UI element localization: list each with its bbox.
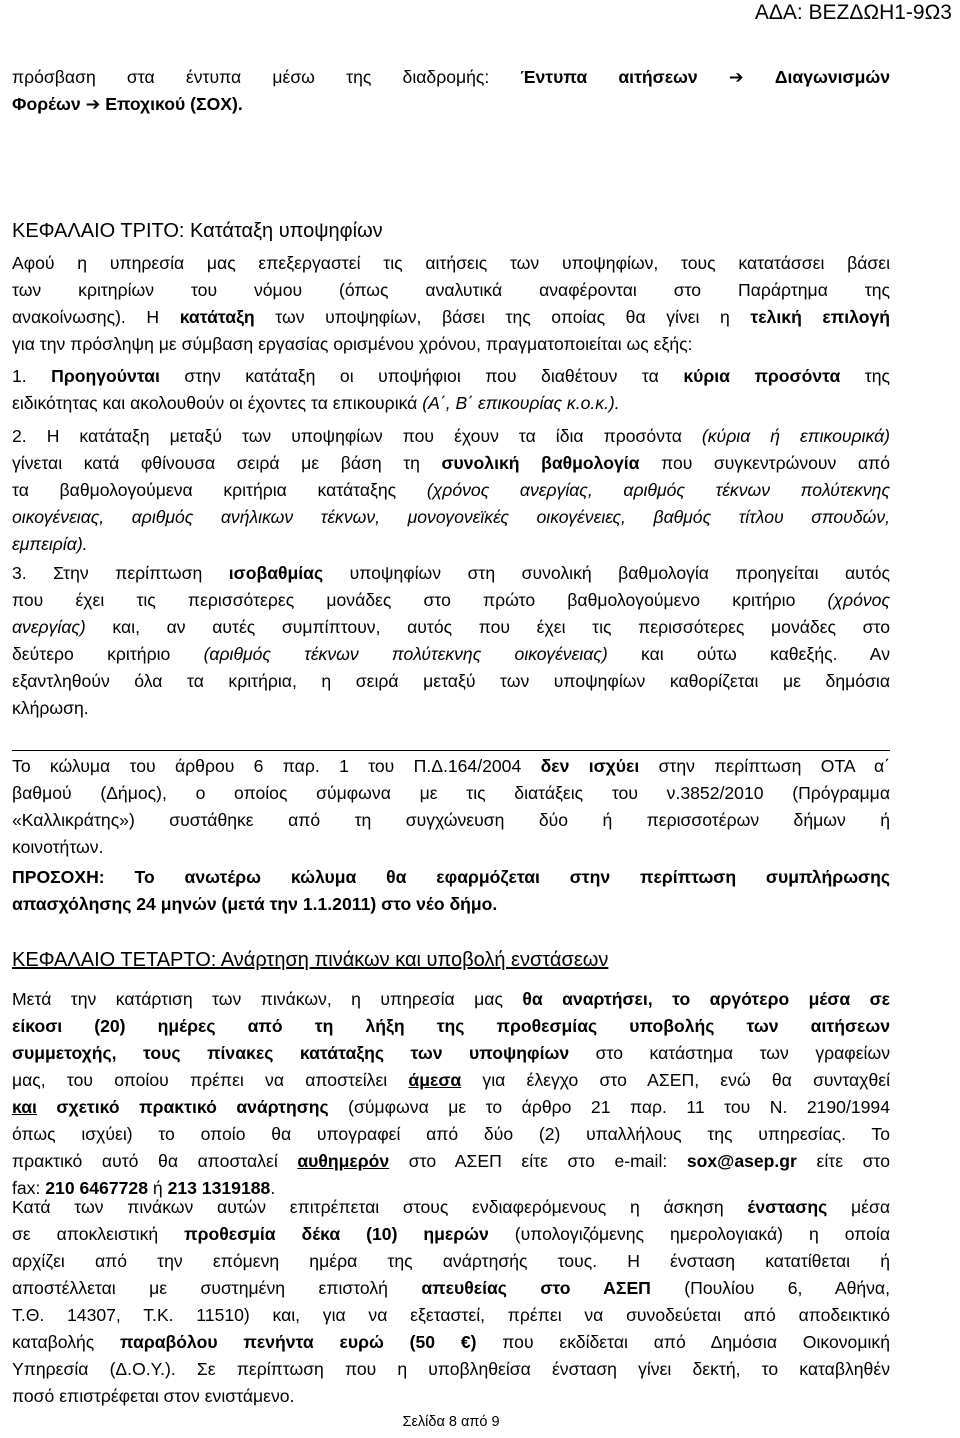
notice-paragraph-1: Το κώλυμα του άρθρου 6 παρ. 1 του Π.Δ.164/2004 δεν ισχύει στην περίπτωση ΟΤΑ α΄ βαθμού (Δήμος), ο οποίος σύμφωνα με τις διατάξεις του ν.3852/2010 (Πρόγραμμα «Καλλικράτης») συστάθηκε από τη συγχώνευση δύο ή περισσοτέρων δήμων ή κοινοτήτων. <box>12 756 890 857</box>
notice-divider <box>12 750 890 751</box>
chapter4-paragraph-2: Κατά των πινάκων αυτών επιτρέπεται στους ενδιαφερόμενους η άσκηση ένστασης μέσα σε αποκλειστική προθεσμία δέκα (10) ημερών (υπολογιζόμενης ημερολογιακά) η οποία αρχίζει από την επόμενη ημέρα της ανάρτησής τους. Η ένσταση κατατίθεται ή αποστέλλεται με συστημένη επιστολή απευθείας στο ΑΣΕΠ (Πουλίου 6, Αθήνα, Τ.Θ. 14307, Τ.Κ. 11510) και, για να εξεταστεί, πρέπει να συνοδεύεται από αποδεικτικό καταβολής παραβόλου πενήντα ευρώ (50 €) που εκδίδεται από Δημόσια Οικονομική Υπηρεσία (Δ.Ο.Υ.). Σε περίπτωση που η υποβληθείσα ένσταση γίνει δεκτή, το καταβληθέν ποσό επιστρέφεται στον ενιστάμενο. <box>12 1197 891 1406</box>
intro-line-1: πρόσβαση στα έντυπα μέσω της διαδρομής: Έντυπα αιτήσεων ➔ Διαγωνισμών <box>12 67 890 87</box>
notice-warning: ΠΡΟΣΟΧΗ: Το ανωτέρω κώλυμα θα εφαρμόζεται στην περίπτωση συμπλήρωσης απασχόλησης 24 μηνών (μετά την 1.1.2011) στο νέο δήμο. <box>12 867 890 914</box>
chapter4-paragraph-1: Μετά την κατάρτιση των πινάκων, η υπηρεσία μας θα αναρτήσει, το αργότερο μέσα σε είκοσι (20) ημέρες από τη λήξη της προθεσμίας υποβολής των αιτήσεων συμμετοχής, τους πίνακες κατάταξης των υποψηφίων στο κατάστημα των γραφείων μας, του οποίου πρέπει να αποστείλει άμεσα για έλεγχο στο ΑΣΕΠ, ενώ θα συνταχθεί και σχετικό πρακτικό ανάρτησης (σύμφωνα με το άρθρο 21 παρ. 11 του Ν. 2190/1994 όπως ισχύει) το οποίο θα υπογραφεί από δύο (2) υπαλλήλους της υπηρεσίας. Το πρακτικό αυτό θα αποσταλεί αυθημερόν στο ΑΣΕΠ είτε στο e-mail: sox@asep.gr είτε στο fax: 210 6467728 ή 213 1319188. <box>12 989 890 1198</box>
intro-paragraph <box>12 64 890 118</box>
arrow-icon: ➔ <box>85 94 101 114</box>
ada-code: ΑΔΑ: ΒΕΖΔΩΗ1-9Ω3 <box>754 1 952 24</box>
chapter3-item-2: 2. Η κατάταξη μεταξύ των υποψηφίων που έχουν τα ίδια προσόντα (κύρια ή επικουρικά) γίνεται κατά φθίνουσα σειρά με βάση τη συνολική βαθμολογία που συγκεντρώνουν από τα βαθμολογούμενα κριτήρια κατάταξης (χρόνος ανεργίας, αριθμός τέκνων πολύτεκνης οικογένειας, αριθμός ανήλικων τέκνων, μονογονεϊκές οικογένειες, βαθμός τίτλου σπουδών, εμπειρία). <box>12 426 891 554</box>
chapter3-title: ΚΕΦΑΛΑΙΟ ΤΡΙΤΟ: Κατάταξη υποψηφίων <box>12 220 383 242</box>
page-number: Σελίδα 8 από 9 <box>402 1414 500 1430</box>
chapter3-item-1: 1. Προηγούνται στην κατάταξη οι υποψήφιοι που διαθέτουν τα κύρια προσόντα της ειδικότητας και ακολουθούν οι έχοντες τα επικουρικά (Α΄, Β΄ επικουρίας κ.ο.κ.). <box>12 366 891 413</box>
chapter3-intro-paragraph: Αφού η υπηρεσία μας επεξεργαστεί τις αιτήσεις των υποψηφίων, τους κατατάσσει βάσει των κριτηρίων του νόμου (όπως αναλυτικά αναφέρονται στο Παράρτημα της ανακοίνωσης). Η κατάταξη των υποψηφίων, βάσει της οποίας θα γίνει η τελική επιλογή για την πρόσληψη με σύμβαση εργασίας ορισμένου χρόνου, πραγματοποιείται ως εξής: <box>12 253 890 354</box>
chapter3-item-3: 3. Στην περίπτωση ισοβαθμίας υποψηφίων στη συνολική βαθμολογία προηγείται αυτός που έχει τις περισσότερες μονάδες στο πρώτο βαθμολογούμενο κριτήριο (χρόνος ανεργίας) και, αν αυτές συμπίπτουν, αυτός που έχει τις περισσότερες μονάδες στο δεύτερο κριτήριο (αριθμός τέκνων πολύτεκνης οικογένειας) και ούτω καθεξής. Αν εξαντληθούν όλα τα κριτήρια, η σειρά μεταξύ των υποψηφίων καθορίζεται με δημόσια κλήρωση. <box>12 563 890 718</box>
intro-line-2: Φορέων ➔ Εποχικού (ΣΟΧ). <box>12 94 243 114</box>
chapter4-title: ΚΕΦΑΛΑΙΟ ΤΕΤΑΡΤΟ: Ανάρτηση πινάκων και υποβολή ενστάσεων <box>12 949 609 971</box>
asep-email: sox@asep.gr <box>686 1151 797 1171</box>
arrow-icon: ➔ <box>728 67 744 87</box>
